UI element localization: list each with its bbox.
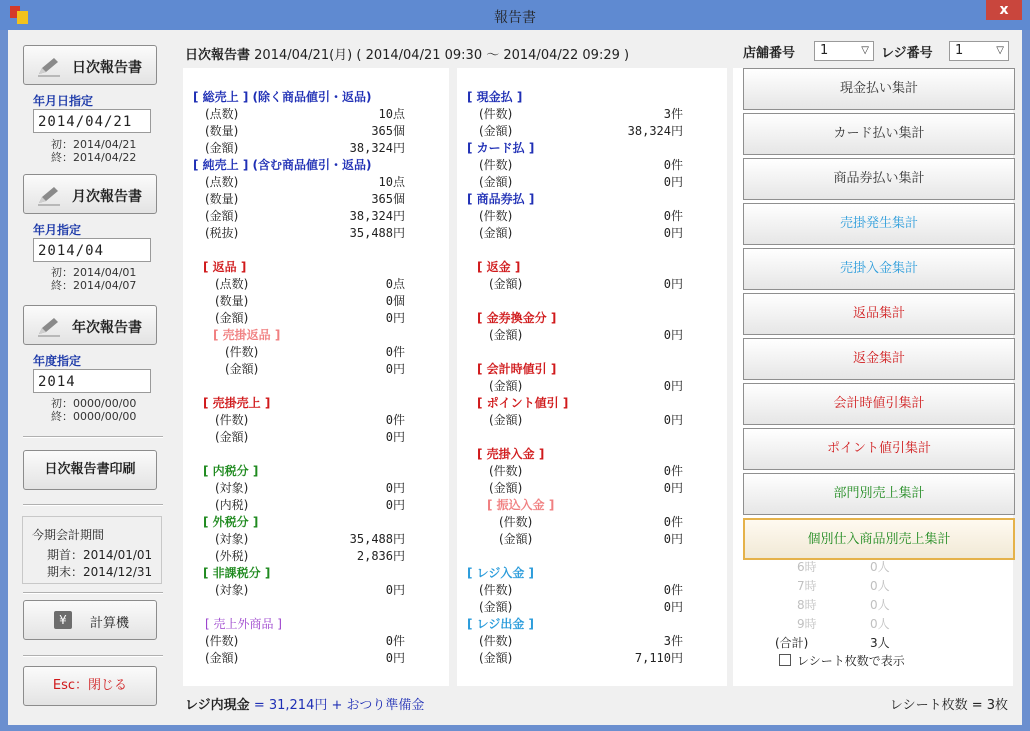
section-heading: [ レジ入金 ] — [467, 566, 535, 580]
row-label: (件数) — [479, 209, 513, 223]
section-heading: [ 総売上 ] (除く商品値引・返品) — [193, 90, 372, 104]
daily-first-date: 初：2014/04/21 — [51, 138, 137, 151]
monthly-report-button[interactable] — [23, 174, 157, 214]
row-value: 38,324円 — [349, 209, 405, 223]
row-label: (件数) — [489, 464, 523, 478]
row-label: (点数) — [205, 175, 239, 189]
section-heading: [ 売掛入金 ] — [477, 447, 545, 461]
monthly-date-label: 年月指定 — [33, 223, 82, 237]
row-label: (点数) — [215, 277, 249, 291]
row-label: (対象) — [215, 481, 249, 495]
accounting-period-box — [22, 516, 162, 584]
yearly-report-label: 年次報告書 — [72, 320, 142, 336]
row-value: 0円 — [663, 328, 683, 342]
yearly-last-date: 終：0000/00/00 — [51, 410, 137, 423]
row-value: 0円 — [663, 413, 683, 427]
row-value: 10点 — [378, 107, 405, 121]
report-main — [173, 30, 1022, 725]
period-start: 期首：2014/01/01 — [47, 548, 153, 562]
row-value: 0円 — [663, 600, 683, 614]
row-label: (件数) — [205, 634, 239, 648]
daily-last-date: 終：2014/04/22 — [51, 151, 137, 164]
period-end: 期末：2014/12/31 — [47, 565, 153, 579]
row-value: 3件 — [663, 107, 683, 121]
row-label: (税抜) — [205, 226, 239, 240]
row-label: (金額) — [489, 328, 523, 342]
section-heading: [ レジ出金 ] — [467, 617, 535, 631]
row-value: 0件 — [385, 634, 405, 648]
row-label: (件数) — [479, 107, 513, 121]
row-label: (数量) — [205, 192, 239, 206]
row-label: (件数) — [215, 413, 249, 427]
row-value: 0円 — [385, 311, 405, 325]
row-value: 10点 — [378, 175, 405, 189]
row-value: 365個 — [371, 192, 405, 206]
row-label: (金額) — [479, 226, 513, 240]
row-label: (金額) — [489, 413, 523, 427]
row-label: (件数) — [479, 158, 513, 172]
row-value: 365個 — [371, 124, 405, 138]
window-close-button[interactable]: x — [986, 0, 1022, 20]
yen-icon: ¥ — [54, 611, 72, 629]
section-heading: [ 現金払 ] — [467, 90, 523, 104]
row-value: 0点 — [385, 277, 405, 291]
monthly-date-input[interactable]: 2014/04 — [33, 238, 151, 262]
row-value: 0件 — [663, 583, 683, 597]
row-label: (件数) — [479, 634, 513, 648]
monthly-report-label: 月次報告書 — [72, 189, 142, 205]
aggregate-button[interactable]: 会計時値引集計 — [743, 383, 1015, 425]
section-heading: [ 商品券払 ] — [467, 192, 535, 206]
receipt-count: レシート枚数 = 3枚 — [889, 698, 1008, 713]
row-value: 35,488円 — [349, 226, 405, 240]
section-heading: [ 売掛返品 ] — [213, 328, 281, 342]
row-value: 0円 — [385, 651, 405, 665]
section-heading: [ 純売上 ] (含む商品値引・返品) — [193, 158, 372, 172]
checkbox-label: レシート枚数で表示 — [797, 654, 905, 668]
checkbox-icon[interactable] — [779, 654, 791, 666]
hour-label: 6時 — [797, 560, 817, 574]
daily-report-button[interactable] — [23, 45, 157, 85]
title-bar — [0, 0, 1030, 30]
daily-report-label: 日次報告書 — [72, 60, 142, 76]
store-number-label: 店舗番号 — [743, 46, 796, 61]
yearly-date-label: 年度指定 — [33, 354, 82, 368]
hour-label: 8時 — [797, 598, 817, 612]
section-heading: [ ポイント値引 ] — [477, 396, 569, 410]
register-cash-value: = 31,214円 + おつり準備金 — [253, 698, 425, 713]
register-number-select[interactable] — [949, 41, 1009, 61]
row-label: (外税) — [215, 549, 249, 563]
pencil-icon — [36, 315, 62, 337]
calculator-button[interactable] — [23, 600, 157, 640]
section-heading: [ 非課税分 ] — [203, 566, 271, 580]
section-heading: [ 返品 ] — [203, 260, 247, 274]
row-value: 0円 — [385, 362, 405, 376]
chevron-down-icon: ▽ — [861, 45, 869, 56]
client-area — [8, 30, 1022, 725]
row-value: 0円 — [385, 481, 405, 495]
section-heading: [ 会計時値引 ] — [477, 362, 557, 376]
row-value: 0件 — [663, 515, 683, 529]
row-value: 0円 — [385, 498, 405, 512]
pencil-icon — [36, 184, 62, 206]
total-label: (合計) — [775, 636, 809, 650]
aggregate-button[interactable]: 商品券払い集計 — [743, 158, 1015, 200]
report-range: 2014/04/21(月) ( 2014/04/21 09:30 ～ 2014/04/22 09:29 ) — [254, 48, 630, 63]
monthly-last-date: 終：2014/04/07 — [51, 279, 137, 292]
hour-count: 0人 — [870, 617, 890, 631]
section-heading: [ 内税分 ] — [203, 464, 259, 478]
row-value: 2,836円 — [356, 549, 405, 563]
row-label: (点数) — [205, 107, 239, 121]
row-value: 35,488円 — [349, 532, 405, 546]
row-label: (対象) — [215, 532, 249, 546]
hour-count: 0人 — [870, 598, 890, 612]
row-label: (金額) — [489, 379, 523, 393]
row-label: (金額) — [205, 209, 239, 223]
store-number-select[interactable] — [814, 41, 874, 61]
period-title: 今期会計期間 — [32, 528, 105, 542]
row-label: (金額) — [205, 141, 239, 155]
row-label: (内税) — [215, 498, 249, 512]
register-cash-footer — [185, 694, 424, 713]
receipt-count-checkbox[interactable] — [779, 652, 905, 669]
row-label: (数量) — [215, 294, 249, 308]
window-title: 報告書 — [494, 10, 536, 26]
row-label: (件数) — [225, 345, 259, 359]
hour-label: 7時 — [797, 579, 817, 593]
calculator-label: 計算機 — [90, 616, 130, 631]
report-header — [185, 44, 629, 63]
left-panel — [8, 30, 173, 725]
row-label: (金額) — [215, 430, 249, 444]
divider — [23, 436, 163, 438]
register-number-value: 1 — [955, 43, 964, 58]
row-label: (金額) — [489, 481, 523, 495]
row-label: (金額) — [479, 651, 513, 665]
row-label: (金額) — [479, 124, 513, 138]
aggregate-button[interactable]: 売掛発生集計 — [743, 203, 1015, 245]
section-heading: [ カード払 ] — [467, 141, 535, 155]
register-number-label: レジ番号 — [881, 46, 933, 61]
row-label: (金額) — [225, 362, 259, 376]
window-bottom-edge — [0, 725, 1030, 731]
row-label: (金額) — [215, 311, 249, 325]
row-value: 0円 — [385, 583, 405, 597]
row-label: (件数) — [479, 583, 513, 597]
monthly-first-date: 初：2014/04/01 — [51, 266, 137, 279]
divider — [23, 592, 163, 594]
row-value: 0円 — [663, 175, 683, 189]
row-label: (対象) — [215, 583, 249, 597]
hour-label: 9時 — [797, 617, 817, 631]
row-label: (金額) — [489, 277, 523, 291]
divider — [23, 655, 163, 657]
row-value: 0円 — [663, 379, 683, 393]
row-value: 0円 — [663, 277, 683, 291]
daily-date-label: 年月日指定 — [33, 94, 94, 108]
row-label: [ 売上外商品 ] — [205, 617, 282, 631]
hour-count: 0人 — [870, 579, 890, 593]
row-value: 0円 — [663, 481, 683, 495]
yearly-first-date: 初：0000/00/00 — [51, 397, 137, 410]
row-value: 38,324円 — [349, 141, 405, 155]
aggregate-button[interactable]: 個別仕入商品別売上集計 — [743, 518, 1015, 560]
section-heading: [ 売掛売上 ] — [203, 396, 271, 410]
section-heading: [ 振込入金 ] — [487, 498, 555, 512]
row-value: 38,324円 — [627, 124, 683, 138]
close-button[interactable]: Esc：閉じる — [23, 666, 157, 706]
row-value: 7,110円 — [634, 651, 683, 665]
row-value: 0個 — [385, 294, 405, 308]
row-label: (金額) — [205, 651, 239, 665]
row-value: 3件 — [663, 634, 683, 648]
register-cash-label: レジ内現金 — [185, 698, 250, 713]
daily-date-input[interactable]: 2014/04/21 — [33, 109, 151, 133]
aggregate-button[interactable]: カード払い集計 — [743, 113, 1015, 155]
aggregate-button[interactable]: 部門別売上集計 — [743, 473, 1015, 515]
section-heading: [ 金券換金分 ] — [477, 311, 557, 325]
store-number-value: 1 — [820, 43, 829, 58]
divider — [23, 504, 163, 506]
aggregate-button[interactable]: 売掛入金集計 — [743, 248, 1015, 290]
row-label: (金額) — [479, 600, 513, 614]
row-value: 0件 — [663, 464, 683, 478]
payment-summary-column — [457, 68, 727, 686]
report-title: 日次報告書 — [185, 48, 251, 63]
yearly-report-button[interactable] — [23, 305, 157, 345]
row-value: 0円 — [663, 532, 683, 546]
aggregate-button[interactable]: 返金集計 — [743, 338, 1015, 380]
row-label: (件数) — [499, 515, 533, 529]
sales-summary-column — [183, 68, 449, 686]
row-value: 0件 — [385, 345, 405, 359]
row-value: 0件 — [385, 413, 405, 427]
aggregate-button[interactable]: ポイント値引集計 — [743, 428, 1015, 470]
total-value: 3人 — [870, 636, 890, 650]
section-heading: [ 返金 ] — [477, 260, 521, 274]
row-value: 0件 — [663, 209, 683, 223]
row-value: 0円 — [663, 226, 683, 240]
row-label: (金額) — [499, 532, 533, 546]
hour-count: 0人 — [870, 560, 890, 574]
aggregate-button[interactable]: 現金払い集計 — [743, 68, 1015, 110]
chevron-down-icon: ▽ — [996, 45, 1004, 56]
row-value: 0円 — [385, 430, 405, 444]
row-value: 0件 — [663, 158, 683, 172]
row-label: (数量) — [205, 124, 239, 138]
yearly-date-input[interactable]: 2014 — [33, 369, 151, 393]
row-label: (金額) — [479, 175, 513, 189]
section-heading: [ 外税分 ] — [203, 515, 259, 529]
print-daily-report-button[interactable]: 日次報告書印刷 — [23, 450, 157, 490]
aggregate-button[interactable]: 返品集計 — [743, 293, 1015, 335]
pencil-icon — [36, 55, 62, 77]
